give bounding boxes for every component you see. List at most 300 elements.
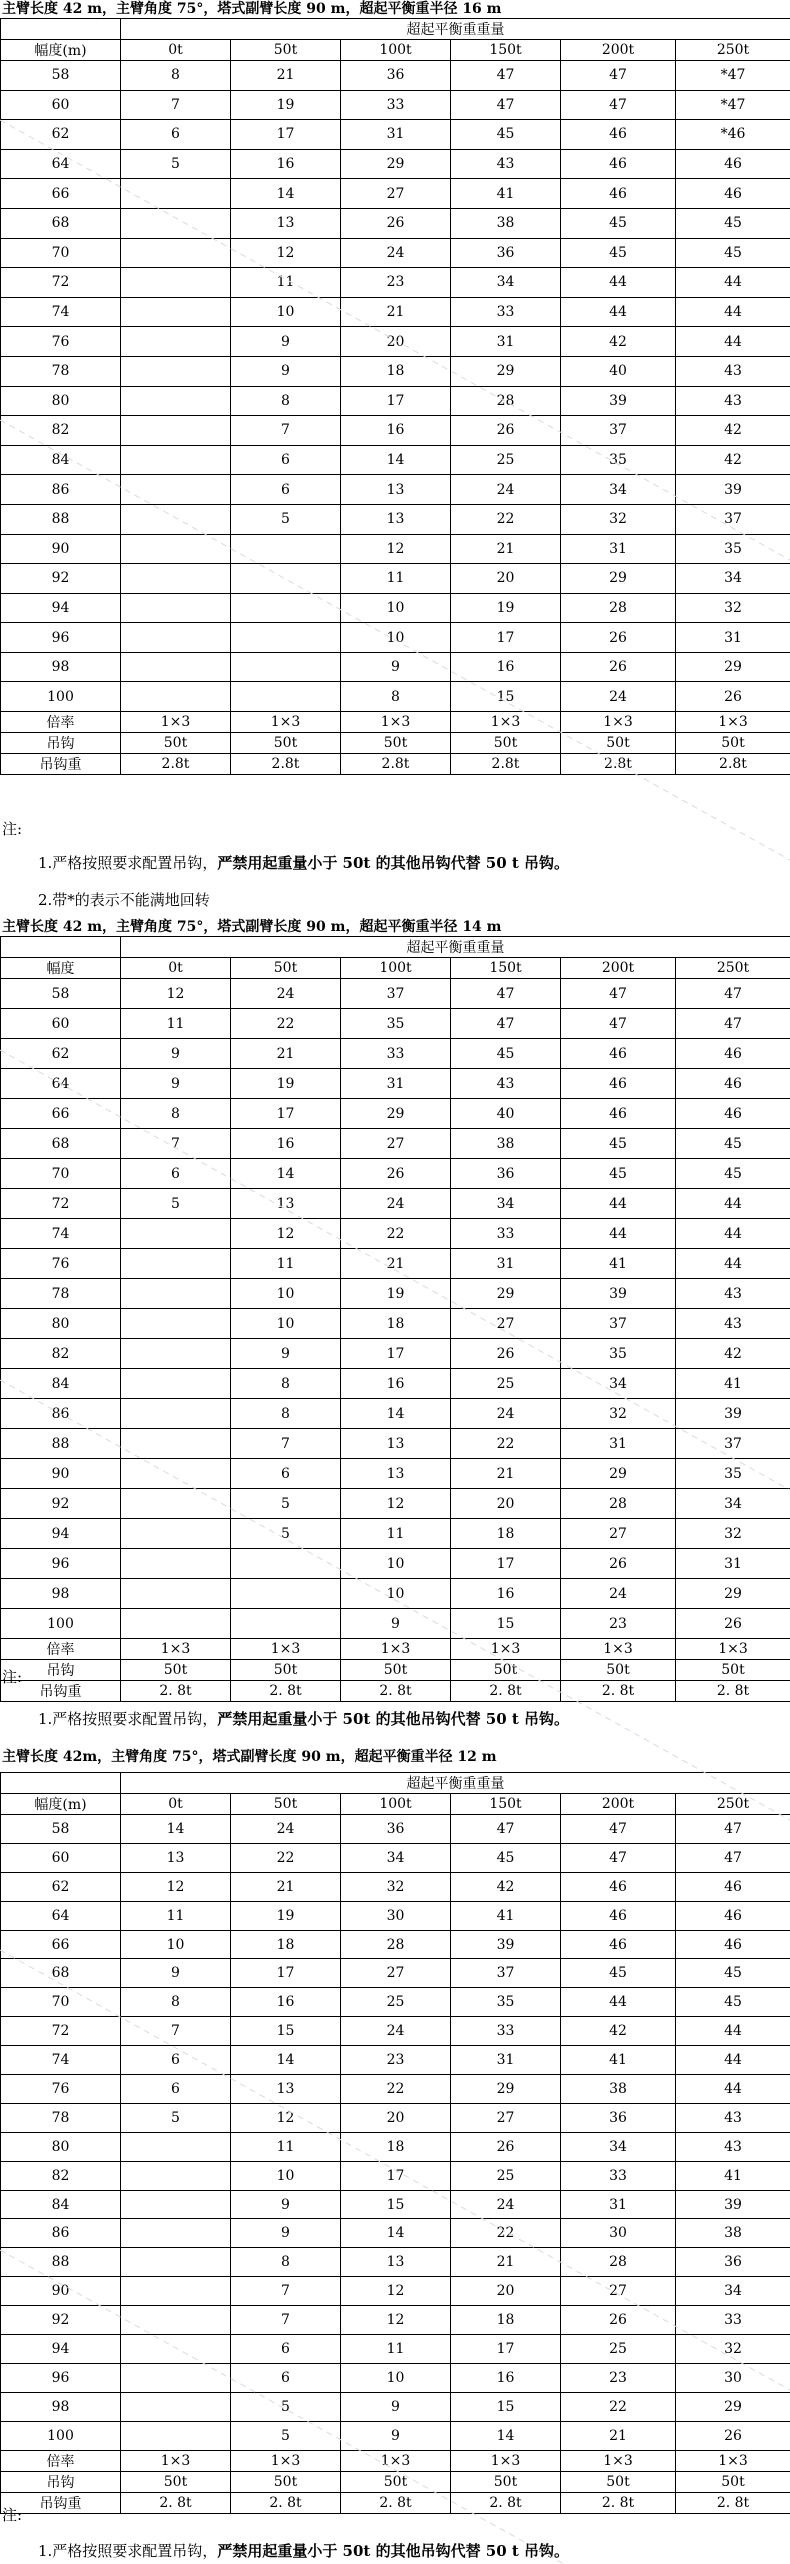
load-cell: 45 <box>561 238 676 268</box>
load-cell: 26 <box>676 1609 790 1639</box>
load-cell: 33 <box>451 1219 561 1249</box>
load-cell <box>231 652 341 682</box>
load-cell: 27 <box>341 179 451 209</box>
load-cell: 36 <box>561 2103 676 2132</box>
load-cell: 31 <box>676 1549 790 1579</box>
load-cell <box>121 327 231 357</box>
table-header-row <box>1 40 790 61</box>
table-row <box>1 1459 790 1489</box>
load-cell: 15 <box>451 2392 561 2421</box>
load-cell: 13 <box>341 1429 451 1459</box>
table-header-row <box>1 1773 790 1794</box>
footer-value-cell: 50t <box>231 733 341 754</box>
footer-value-cell: 50t <box>561 733 676 754</box>
load-cell: 43 <box>676 2103 790 2132</box>
load-cell: 32 <box>676 2335 790 2364</box>
load-cell: 34 <box>341 1843 451 1872</box>
load-cell: 8 <box>231 1369 341 1399</box>
load-cell: 24 <box>451 1399 561 1429</box>
load-cell <box>121 238 231 268</box>
radius-cell: 86 <box>1 475 121 505</box>
load-cell: 12 <box>231 238 341 268</box>
load-cell: *47 <box>676 90 790 120</box>
footer-value-cell: 1×3 <box>561 712 676 733</box>
radius-cell: 64 <box>1 1901 121 1930</box>
load-cell: 24 <box>561 1579 676 1609</box>
footer-value-cell: 50t <box>451 2471 561 2492</box>
load-cell: 33 <box>676 2306 790 2335</box>
load-cell: 44 <box>561 297 676 327</box>
note-1-bold: 严禁用起重量小于 50t 的其他吊钩代替 50 t 吊钩。 <box>217 2542 570 2560</box>
load-cell: 21 <box>231 61 341 91</box>
table-row <box>1 593 790 623</box>
table-row <box>1 1843 790 1872</box>
load-cell: 10 <box>341 1549 451 1579</box>
footer-value-cell: 50t <box>121 2471 231 2492</box>
load-cell <box>121 2421 231 2450</box>
load-cell <box>121 2190 231 2219</box>
load-cell: 13 <box>341 475 451 505</box>
table-row <box>1 2161 790 2190</box>
table-row <box>1 327 790 357</box>
load-cell <box>231 1609 341 1639</box>
table-row <box>1 1189 790 1219</box>
load-cell <box>121 1549 231 1579</box>
load-cell: 24 <box>231 1815 341 1844</box>
load-cell: 5 <box>231 2421 341 2450</box>
table-row <box>1 1249 790 1279</box>
radius-cell: 86 <box>1 1399 121 1429</box>
load-cell: 5 <box>121 2103 231 2132</box>
load-cell: 37 <box>676 504 790 534</box>
load-cell <box>121 356 231 386</box>
table-row <box>1 2392 790 2421</box>
footer-value-cell: 2. 8t <box>676 2492 790 2513</box>
load-cell: 45 <box>676 208 790 238</box>
load-cell <box>121 652 231 682</box>
table-row <box>1 1039 790 1069</box>
radius-cell: 96 <box>1 2363 121 2392</box>
column-header-radius: 幅度 <box>1 958 121 979</box>
load-cell: 44 <box>561 1189 676 1219</box>
load-cell: 29 <box>451 356 561 386</box>
table-row <box>1 61 790 91</box>
note-label: 注: <box>2 2506 23 2524</box>
load-cell: 21 <box>231 1872 341 1901</box>
column-header: 100t <box>341 40 451 61</box>
radius-cell: 84 <box>1 2190 121 2219</box>
load-cell: 38 <box>451 1129 561 1159</box>
load-cell: 27 <box>341 1129 451 1159</box>
footer-value-cell: 1×3 <box>676 712 790 733</box>
load-cell: 46 <box>676 1039 790 1069</box>
load-cell: 22 <box>451 504 561 534</box>
load-cell: 33 <box>451 2017 561 2046</box>
load-cell: 18 <box>451 2306 561 2335</box>
load-cell: 17 <box>341 1339 451 1369</box>
super-lift-weight-header: 超起平衡重重量 <box>121 1773 790 1794</box>
load-cell: 14 <box>341 2219 451 2248</box>
load-cell: 9 <box>121 1069 231 1099</box>
footer-value-cell: 1×3 <box>341 712 451 733</box>
table-footer-row <box>1 754 790 775</box>
table-footer-row <box>1 733 790 754</box>
load-cell: *46 <box>676 120 790 150</box>
load-cell: 34 <box>451 1189 561 1219</box>
footer-value-cell: 50t <box>676 733 790 754</box>
load-cell: 29 <box>341 149 451 179</box>
note-label: 注: <box>2 820 23 838</box>
table-row <box>1 1009 790 1039</box>
load-cell: 17 <box>341 2161 451 2190</box>
load-cell: 7 <box>231 2306 341 2335</box>
load-cell: 26 <box>451 1339 561 1369</box>
load-cell: 18 <box>231 1930 341 1959</box>
load-cell: 24 <box>561 682 676 712</box>
load-cell: 27 <box>341 1959 451 1988</box>
load-cell: 18 <box>341 2132 451 2161</box>
load-cell: 26 <box>451 416 561 446</box>
load-cell: 15 <box>451 682 561 712</box>
load-table <box>0 1772 790 2514</box>
load-cell: 9 <box>231 356 341 386</box>
load-cell: 20 <box>451 1489 561 1519</box>
load-cell: 45 <box>561 1159 676 1189</box>
table-row <box>1 1959 790 1988</box>
radius-cell: 90 <box>1 2277 121 2306</box>
radius-cell: 72 <box>1 2017 121 2046</box>
load-cell <box>121 1309 231 1339</box>
table-row <box>1 979 790 1009</box>
load-cell: 11 <box>121 1901 231 1930</box>
load-cell: 33 <box>341 1039 451 1069</box>
load-cell: 8 <box>121 61 231 91</box>
table-header-row <box>1 19 790 40</box>
load-cell: 12 <box>121 1872 231 1901</box>
load-cell: 46 <box>561 1099 676 1129</box>
load-cell: 21 <box>451 2248 561 2277</box>
load-cell: 17 <box>231 120 341 150</box>
radius-cell: 92 <box>1 1489 121 1519</box>
load-cell: 21 <box>451 534 561 564</box>
load-cell: 5 <box>121 149 231 179</box>
load-cell: 13 <box>341 2248 451 2277</box>
radius-cell: 86 <box>1 2219 121 2248</box>
note-line-1 <box>38 852 569 873</box>
load-cell: 39 <box>561 386 676 416</box>
radius-cell: 72 <box>1 1189 121 1219</box>
header-blank-cell <box>1 19 121 40</box>
footer-value-cell: 2.8t <box>561 754 676 775</box>
load-cell: 45 <box>676 238 790 268</box>
load-cell: 10 <box>121 1930 231 1959</box>
radius-cell: 70 <box>1 1988 121 2017</box>
load-cell: 40 <box>451 1099 561 1129</box>
column-header: 0t <box>121 40 231 61</box>
load-cell <box>121 1219 231 1249</box>
table-row <box>1 90 790 120</box>
table-row <box>1 1988 790 2017</box>
load-cell: 45 <box>561 208 676 238</box>
column-header: 150t <box>451 40 561 61</box>
table-row <box>1 356 790 386</box>
table-row <box>1 1609 790 1639</box>
load-cell: 16 <box>451 652 561 682</box>
load-cell: 41 <box>561 1249 676 1279</box>
load-cell: 44 <box>676 297 790 327</box>
table-row <box>1 120 790 150</box>
load-cell: 28 <box>561 593 676 623</box>
load-cell: 18 <box>341 356 451 386</box>
note-line-2: 2.带*的表示不能满地回转 <box>38 891 210 909</box>
table-row <box>1 1219 790 1249</box>
load-cell: 15 <box>341 2190 451 2219</box>
load-cell: 45 <box>676 1129 790 1159</box>
table-row <box>1 504 790 534</box>
load-cell: 46 <box>676 1901 790 1930</box>
table-row <box>1 2103 790 2132</box>
note-1-prefix: 1.严格按照要求配置吊钩， <box>38 854 218 872</box>
load-cell: 24 <box>451 475 561 505</box>
column-header: 0t <box>121 1794 231 1815</box>
load-cell: 7 <box>121 90 231 120</box>
load-cell: 10 <box>231 2161 341 2190</box>
table-row <box>1 564 790 594</box>
load-cell <box>121 386 231 416</box>
load-cell: 5 <box>231 1519 341 1549</box>
load-cell: 41 <box>676 1369 790 1399</box>
footer-value-cell: 2. 8t <box>561 1681 676 1702</box>
load-cell: 20 <box>341 2103 451 2132</box>
load-cell <box>121 2392 231 2421</box>
load-cell: 29 <box>676 1579 790 1609</box>
load-cell: 6 <box>231 2363 341 2392</box>
load-cell: 20 <box>451 2277 561 2306</box>
column-header: 200t <box>561 1794 676 1815</box>
footer-label-cell: 倍率 <box>1 712 121 733</box>
load-cell: 35 <box>451 1988 561 2017</box>
load-cell: 44 <box>561 1219 676 1249</box>
radius-cell: 92 <box>1 564 121 594</box>
load-cell: 9 <box>121 1959 231 1988</box>
load-cell <box>121 2161 231 2190</box>
load-cell <box>121 297 231 327</box>
load-cell: 25 <box>561 2335 676 2364</box>
footer-value-cell: 2.8t <box>676 754 790 775</box>
load-cell: 41 <box>451 1901 561 1930</box>
load-cell: 9 <box>341 1609 451 1639</box>
radius-cell: 64 <box>1 149 121 179</box>
section-title: 主臂长度 42m，主臂角度 75°，塔式副臂长度 90 m，超起平衡重半径 12 m <box>2 1749 497 1765</box>
load-cell: 6 <box>121 2075 231 2104</box>
column-header: 250t <box>676 1794 790 1815</box>
load-cell: 25 <box>341 1988 451 2017</box>
table-row <box>1 208 790 238</box>
load-cell: 28 <box>451 386 561 416</box>
load-cell <box>121 208 231 238</box>
footer-value-cell: 1×3 <box>121 712 231 733</box>
table-header-row <box>1 958 790 979</box>
radius-cell: 60 <box>1 90 121 120</box>
load-cell: 46 <box>561 1930 676 1959</box>
load-cell: 43 <box>451 149 561 179</box>
load-cell <box>121 593 231 623</box>
load-cell: 46 <box>676 149 790 179</box>
table-row <box>1 2219 790 2248</box>
load-cell: 20 <box>341 327 451 357</box>
radius-cell: 84 <box>1 445 121 475</box>
radius-cell: 82 <box>1 1339 121 1369</box>
table-row <box>1 623 790 653</box>
load-cell: 47 <box>561 1843 676 1872</box>
table-footer-row <box>1 1660 790 1681</box>
load-cell: 17 <box>451 1549 561 1579</box>
load-cell: 42 <box>451 1872 561 1901</box>
load-cell: 16 <box>231 1129 341 1159</box>
table-row <box>1 1129 790 1159</box>
footer-value-cell: 50t <box>231 2471 341 2492</box>
load-cell: 42 <box>561 2017 676 2046</box>
table-row <box>1 1429 790 1459</box>
radius-cell: 90 <box>1 534 121 564</box>
radius-cell: 58 <box>1 1815 121 1844</box>
load-cell <box>231 593 341 623</box>
load-cell: 46 <box>561 1039 676 1069</box>
load-cell: 35 <box>561 1339 676 1369</box>
radius-cell: 96 <box>1 623 121 653</box>
load-cell: 14 <box>341 1399 451 1429</box>
footer-value-cell: 2. 8t <box>121 1681 231 1702</box>
table-row <box>1 1930 790 1959</box>
load-cell: 47 <box>451 61 561 91</box>
load-cell: 47 <box>451 979 561 1009</box>
load-cell: 10 <box>341 623 451 653</box>
footer-value-cell: 2.8t <box>451 754 561 775</box>
load-cell: 12 <box>341 2277 451 2306</box>
load-cell: 22 <box>231 1009 341 1039</box>
load-cell: 26 <box>676 2421 790 2450</box>
footer-label-cell: 吊钩重 <box>1 2492 121 2513</box>
column-header: 250t <box>676 40 790 61</box>
load-cell: 31 <box>561 2190 676 2219</box>
load-cell: 8 <box>121 1988 231 2017</box>
load-cell: 21 <box>451 1459 561 1489</box>
load-cell: 41 <box>561 2046 676 2075</box>
radius-cell: 74 <box>1 297 121 327</box>
radius-cell: 76 <box>1 327 121 357</box>
load-cell: 44 <box>561 1988 676 2017</box>
load-cell: 35 <box>561 445 676 475</box>
footer-value-cell: 2.8t <box>231 754 341 775</box>
load-cell: 9 <box>231 1339 341 1369</box>
note-label: 注: <box>2 1668 23 1686</box>
table-row <box>1 2190 790 2219</box>
load-cell <box>121 1489 231 1519</box>
load-cell: 22 <box>231 1843 341 1872</box>
header-blank-cell <box>1 937 121 958</box>
radius-cell: 66 <box>1 1099 121 1129</box>
radius-cell: 84 <box>1 1369 121 1399</box>
footer-value-cell: 1×3 <box>451 712 561 733</box>
load-cell <box>121 2277 231 2306</box>
load-cell: 31 <box>561 1429 676 1459</box>
load-cell: 41 <box>676 2161 790 2190</box>
load-cell: 32 <box>561 1399 676 1429</box>
radius-cell: 60 <box>1 1843 121 1872</box>
footer-value-cell: 1×3 <box>561 2450 676 2471</box>
load-cell: 46 <box>561 1069 676 1099</box>
table-row <box>1 1309 790 1339</box>
load-cell: 16 <box>341 416 451 446</box>
load-cell: 5 <box>121 1189 231 1219</box>
column-header: 0t <box>121 958 231 979</box>
load-cell: 9 <box>231 2219 341 2248</box>
load-cell: 33 <box>341 90 451 120</box>
load-cell: 17 <box>451 2335 561 2364</box>
load-cell: 13 <box>231 1189 341 1219</box>
load-cell: 47 <box>561 61 676 91</box>
load-cell: 47 <box>561 1815 676 1844</box>
load-cell: 46 <box>676 1930 790 1959</box>
footer-value-cell: 50t <box>451 1660 561 1681</box>
load-cell: 16 <box>231 149 341 179</box>
load-cell: 34 <box>676 1489 790 1519</box>
load-cell: 34 <box>561 2132 676 2161</box>
load-cell: 44 <box>676 2046 790 2075</box>
load-cell: 42 <box>676 416 790 446</box>
load-cell: 5 <box>231 1489 341 1519</box>
load-cell: 45 <box>676 1159 790 1189</box>
load-cell: 46 <box>676 1099 790 1129</box>
header-blank-cell <box>1 1773 121 1794</box>
load-cell: 46 <box>561 120 676 150</box>
load-cell: 43 <box>676 2132 790 2161</box>
load-cell: 11 <box>231 1249 341 1279</box>
load-cell: 14 <box>231 2046 341 2075</box>
load-cell <box>121 504 231 534</box>
table-row <box>1 475 790 505</box>
load-cell: 10 <box>341 2363 451 2392</box>
load-cell: 24 <box>341 238 451 268</box>
load-cell: 42 <box>561 327 676 357</box>
column-header: 200t <box>561 958 676 979</box>
column-header: 250t <box>676 958 790 979</box>
footer-value-cell: 50t <box>231 1660 341 1681</box>
load-cell: 30 <box>561 2219 676 2248</box>
load-cell: 44 <box>561 268 676 298</box>
footer-value-cell: 1×3 <box>231 2450 341 2471</box>
load-cell: 26 <box>561 2306 676 2335</box>
load-cell: 28 <box>561 2248 676 2277</box>
load-cell: 27 <box>561 2277 676 2306</box>
load-cell: 47 <box>676 1815 790 1844</box>
load-cell: 5 <box>231 504 341 534</box>
load-cell: 19 <box>231 1901 341 1930</box>
load-cell: 7 <box>121 1129 231 1159</box>
radius-cell: 98 <box>1 652 121 682</box>
load-cell: 29 <box>451 1279 561 1309</box>
load-cell: 9 <box>121 1039 231 1069</box>
footer-value-cell: 1×3 <box>341 1639 451 1660</box>
footer-value-cell: 2. 8t <box>676 1681 790 1702</box>
load-cell <box>121 179 231 209</box>
load-cell <box>231 564 341 594</box>
load-cell: 26 <box>341 1159 451 1189</box>
load-cell <box>121 564 231 594</box>
load-cell: 36 <box>451 238 561 268</box>
load-cell: 18 <box>341 1309 451 1339</box>
table-row <box>1 1579 790 1609</box>
